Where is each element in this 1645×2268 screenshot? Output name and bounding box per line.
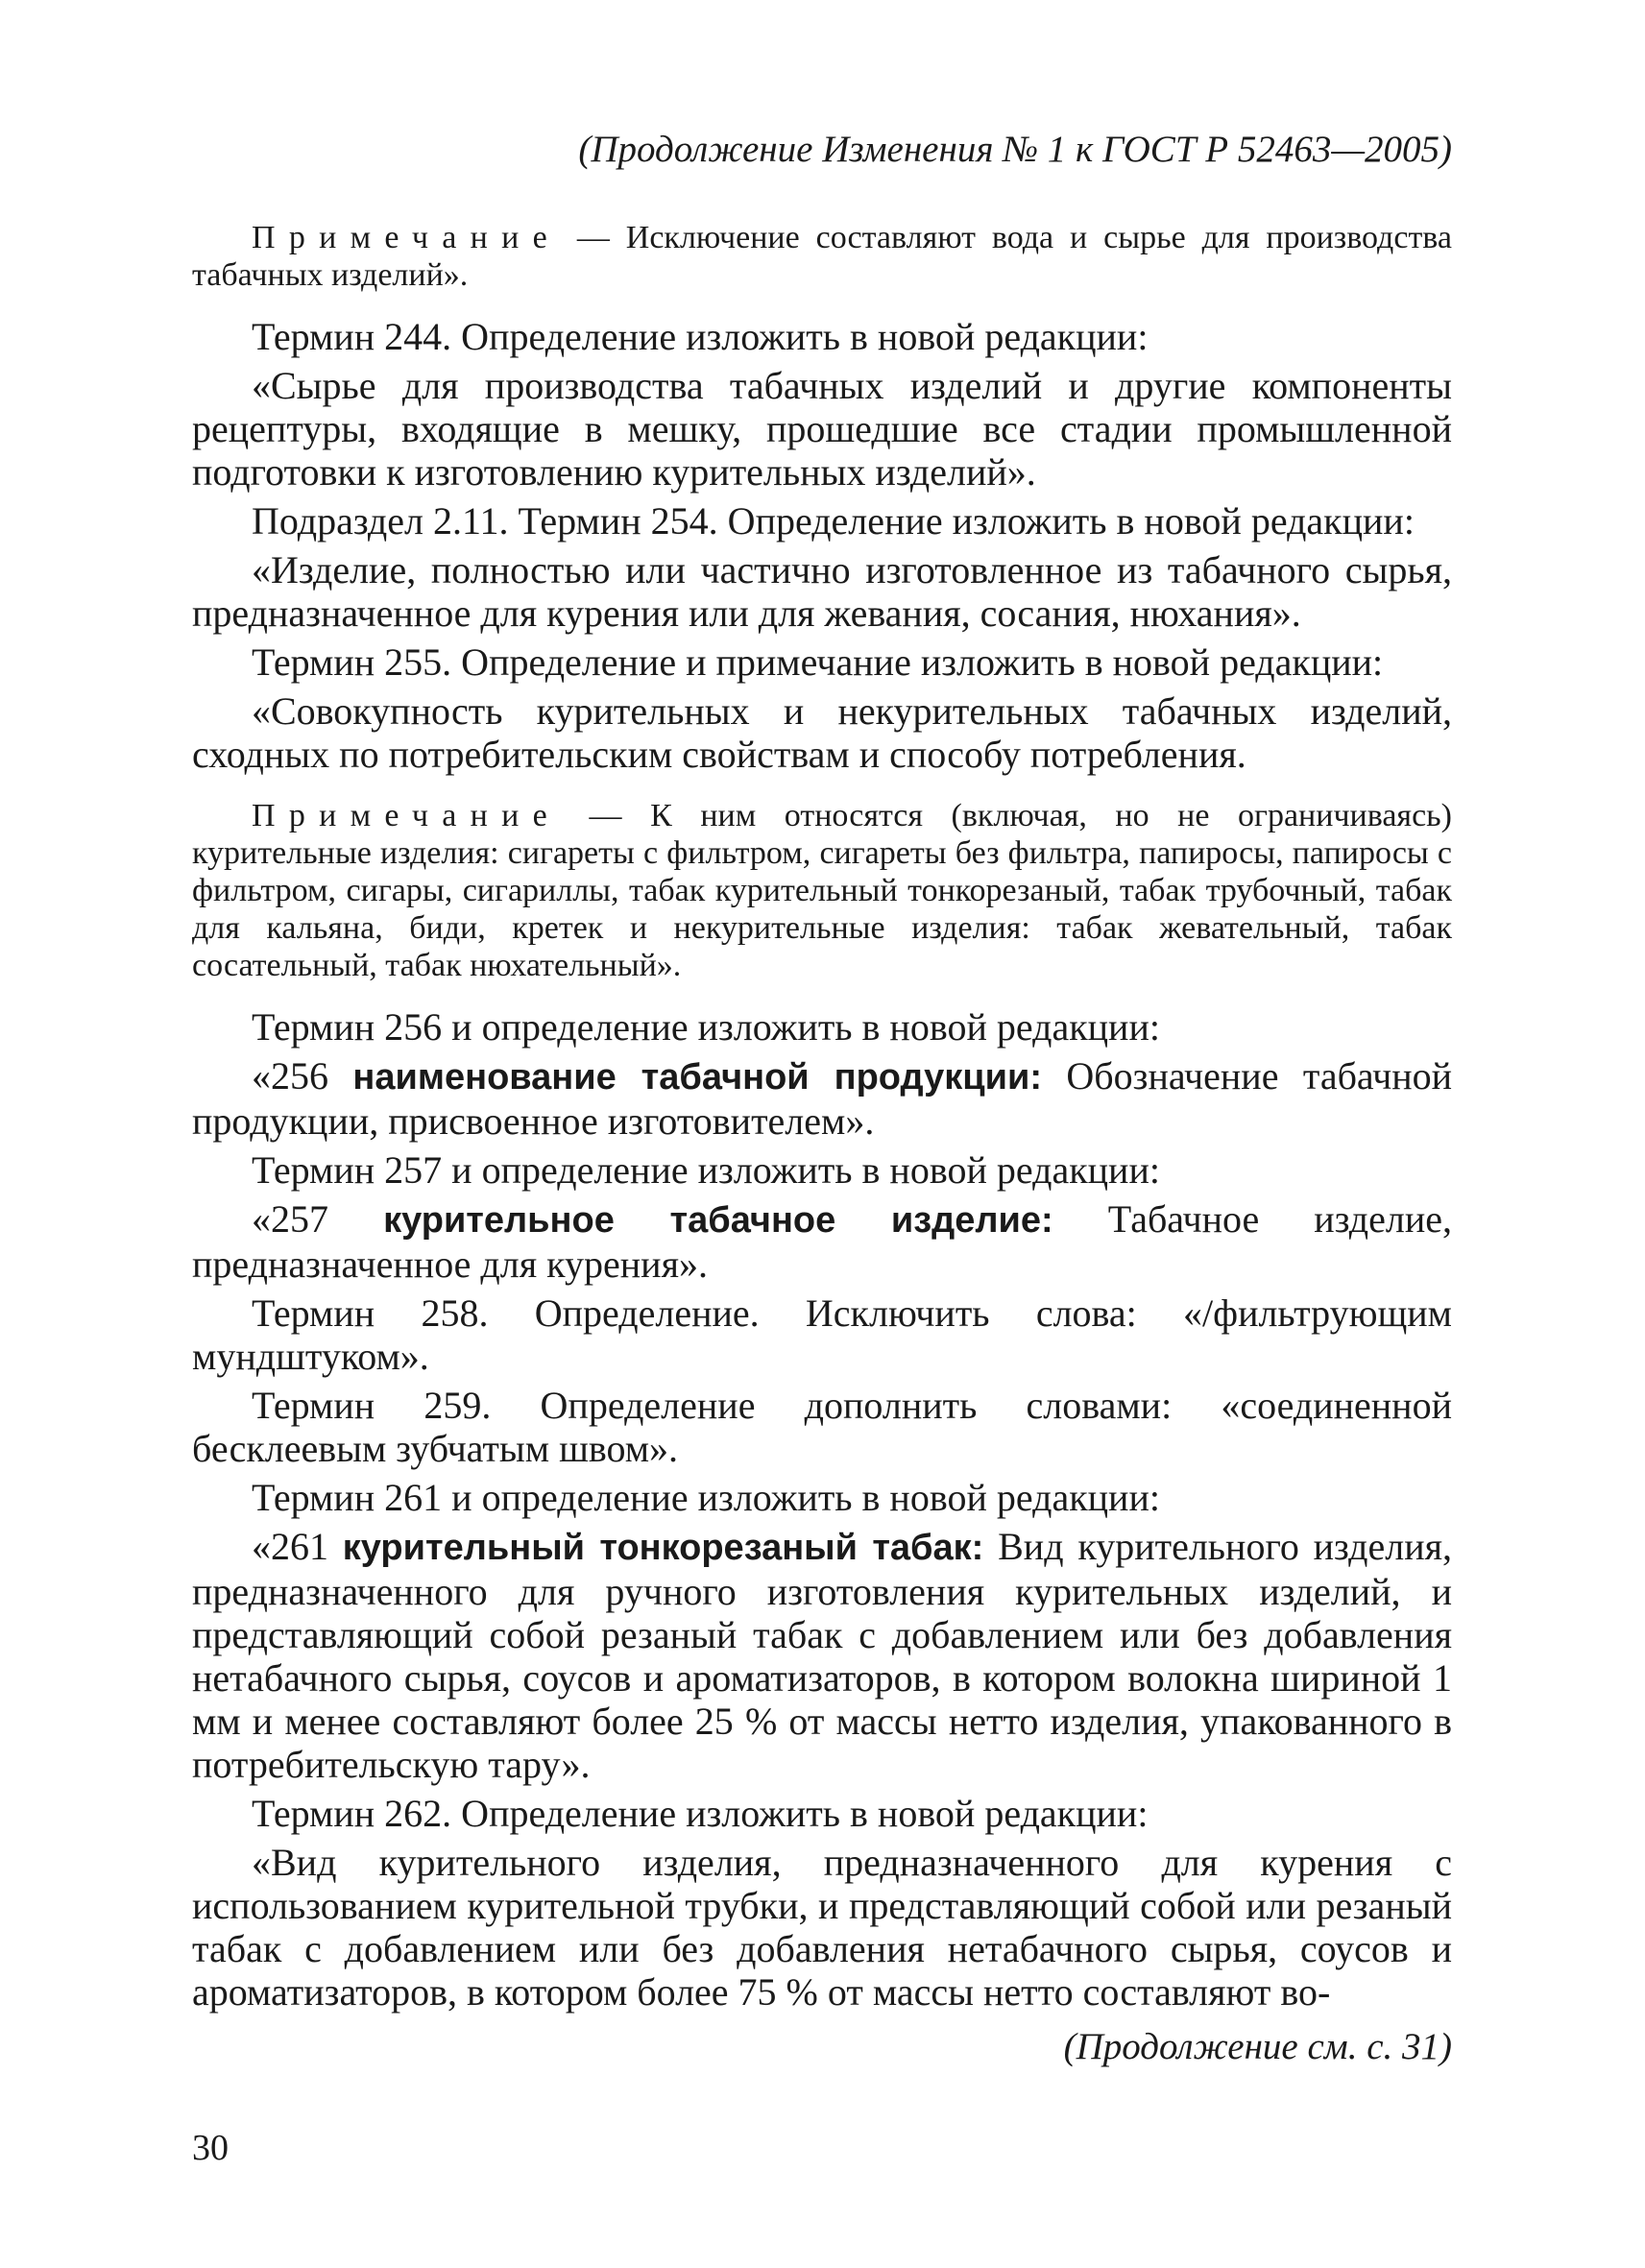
note-text: — К ним относятся (включая, но не ограничиваясь) курительные изделия: сигареты с фильтром, сигареты без фильтра, папиросы, папиросы с фильтром, сигары, сигариллы, табак курительный тонкорезаный, табак трубочный, табак для кальяна, биди, кретек и некурительные изделия: табак жевательный, табак сосательный, табак нюхательный».	[192, 798, 1452, 983]
paragraph: «Вид курительного изделия, предназначенного для курения с использованием курительной трубки, и представляющий собой или резаный табак с добавлением или без добавления нетабачного сырья, соусов и ароматизаторов, в котором более 75 % от массы нетто составляют во-	[192, 1841, 1452, 2014]
page-number: 30	[192, 2128, 229, 2168]
term-name: курительный тонкорезаный табак:	[342, 1528, 984, 1568]
paragraph: «Изделие, полностью или частично изготовленное из табачного сырья, предназначенное для курения или для жевания, сосания, нюхания».	[192, 548, 1452, 635]
paragraph: Термин 256 и определение изложить в новой редакции:	[252, 1005, 1160, 1049]
paragraph: Термин 259. Определение дополнить словами: «соединенной бесклеевым зубчатым швом».	[192, 1384, 1452, 1470]
paragraph: Термин 255. Определение и примечание изложить в новой редакции:	[252, 640, 1384, 684]
term-name: наименование табачной продукции:	[352, 1057, 1042, 1098]
paragraph: Термин 258. Определение. Исключить слова: «/фильтрующим мундштуком».	[192, 1291, 1452, 1378]
note-paragraph	[192, 219, 1452, 294]
term-name: курительное табачное изделие:	[383, 1200, 1053, 1241]
term-definition: «257 курительное табачное изделие: Табачное изделие, предназначенное для курения».	[192, 1197, 1452, 1286]
term-definition: «261 курительный тонкорезаный табак: Вид курительного изделия, предназначенного для ручного изготовления курительных изделий, и представляющий собой резаный табак с добавлением или без добавления нетабачного сырья, соусов и ароматизаторов, в котором волокна шириной 1 мм и менее составляют более 25 % от массы нетто изделия, упакованного в потребительскую тару».	[192, 1525, 1452, 1786]
note-label: Примечание	[252, 220, 561, 255]
note-paragraph	[192, 797, 1452, 984]
paragraph: Термин 244. Определение изложить в новой редакции:	[252, 315, 1149, 358]
note-text: — Исключение составляют вода и сырье для производства табачных изделий».	[192, 220, 1452, 293]
paragraph: Подраздел 2.11. Термин 254. Определение изложить в новой редакции:	[252, 499, 1415, 543]
note-label: Примечание	[252, 798, 561, 833]
paragraph: Термин 262. Определение изложить в новой редакции:	[252, 1792, 1149, 1835]
continuation-footer: (Продолжение см. с. 31)	[1063, 2026, 1452, 2067]
paragraph: Термин 261 и определение изложить в новой редакции:	[252, 1476, 1160, 1519]
paragraph: «Сырье для производства табачных изделий и другие компоненты рецептуры, входящие в мешку, прошедшие все стадии промышленной подготовки к изготовлению курительных изделий».	[192, 364, 1452, 494]
continuation-header: (Продолжение Изменения № 1 к ГОСТ Р 52463—2005)	[578, 129, 1452, 170]
paragraph: «Совокупность курительных и некурительных табачных изделий, сходных по потребительским свойствам и способу потребления.	[192, 689, 1452, 776]
term-definition: «256 наименование табачной продукции: Обозначение табачной продукции, присвоенное изготовителем».	[192, 1054, 1453, 1143]
paragraph: Термин 257 и определение изложить в новой редакции:	[252, 1148, 1160, 1192]
document-body	[192, 219, 1452, 2014]
